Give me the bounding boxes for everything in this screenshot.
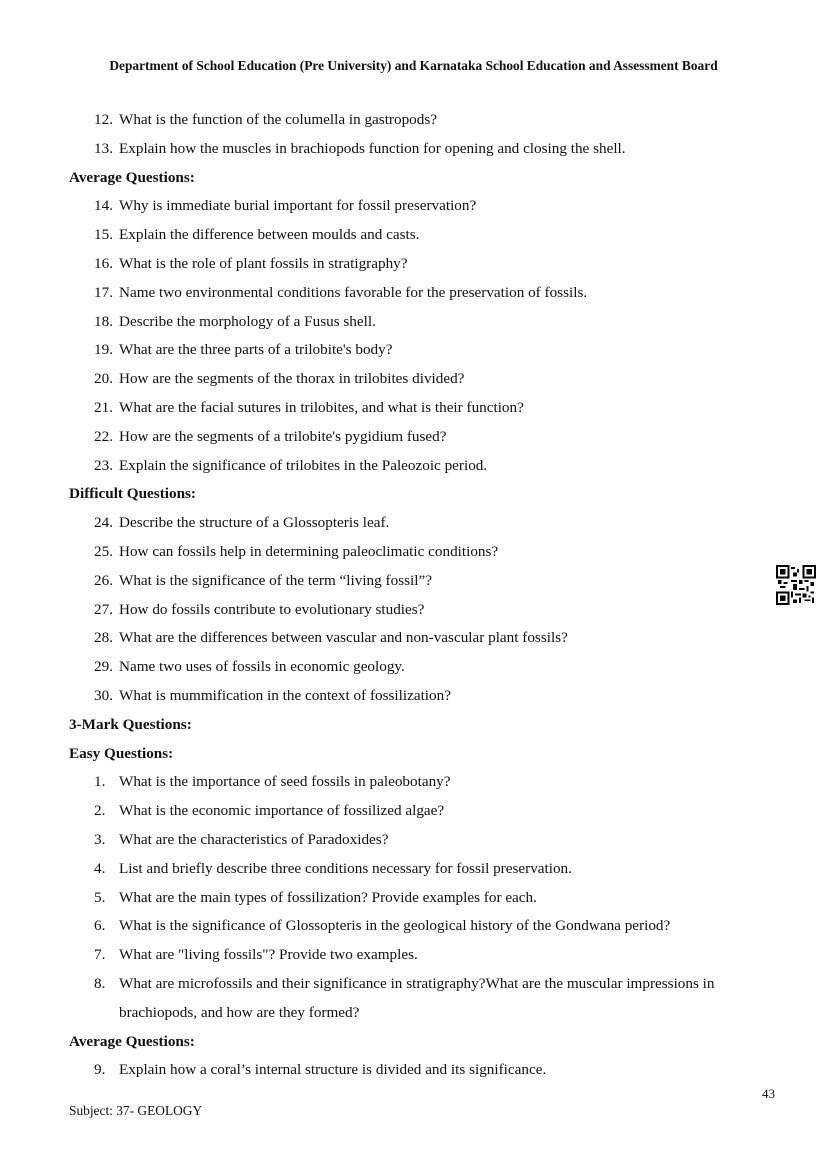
question-number: 7. <box>94 946 106 964</box>
question-text: How can fossils help in determining paleoclimatic conditions? <box>119 542 499 560</box>
question-text: What are "living fossils"? Provide two examples. <box>119 946 418 964</box>
question-7 <box>69 941 789 970</box>
question-text: What is the significance of the term “living fossil”? <box>119 571 432 589</box>
question-number: 15. <box>94 226 113 244</box>
question-text: Why is immediate burial important for fossil preservation? <box>119 197 477 215</box>
question-12 <box>69 106 789 135</box>
question-number: 3. <box>94 830 106 848</box>
question-number: 17. <box>94 283 113 301</box>
question-text: Name two uses of fossils in economic geology. <box>119 658 405 676</box>
question-number: 1. <box>94 773 106 791</box>
section-heading-average-2: Average Questions: <box>69 1032 195 1050</box>
question-text: What are the facial sutures in trilobites, and what is their function? <box>119 398 524 416</box>
question-26 <box>69 567 789 596</box>
question-text: What is the economic importance of fossilized algae? <box>119 802 445 820</box>
question-number: 5. <box>94 888 106 906</box>
section-heading-3-mark: 3-Mark Questions: <box>69 715 192 733</box>
question-number: 20. <box>94 370 113 388</box>
question-text: Describe the structure of a Glossopteris leaf. <box>119 514 390 532</box>
section-heading-easy: Easy Questions: <box>69 744 174 762</box>
question-28 <box>69 624 789 653</box>
section-heading-average: Average Questions: <box>69 168 195 186</box>
question-21 <box>69 394 789 423</box>
question-number: 26. <box>94 571 113 589</box>
question-number: 23. <box>94 456 113 474</box>
question-text: What is the importance of seed fossils in paleobotany? <box>119 773 451 791</box>
question-number: 21. <box>94 398 113 416</box>
question-16 <box>69 250 789 279</box>
question-19 <box>69 336 789 365</box>
question-number: 22. <box>94 427 113 445</box>
question-text: How are the segments of the thorax in trilobites divided? <box>119 370 465 388</box>
question-number: 9. <box>94 1061 106 1079</box>
question-2 <box>69 797 789 826</box>
question-22 <box>69 423 789 452</box>
section-heading-difficult: Difficult Questions: <box>69 485 196 503</box>
question-text: What are microfossils and their significance in stratigraphy?What are the muscular impressions in brachiopods, and how are they formed? <box>119 974 715 1021</box>
question-29 <box>69 653 789 682</box>
question-13 <box>69 135 789 164</box>
question-number: 12. <box>94 111 113 128</box>
question-text: What is the significance of Glossopteris in the geological history of the Gondwana period? <box>119 917 671 935</box>
question-8 <box>69 970 789 1028</box>
question-text: What are the main types of fossilization? Provide examples for each. <box>119 888 537 906</box>
question-number: 16. <box>94 254 113 272</box>
question-text: How are the segments of a trilobite's pygidium fused? <box>119 427 447 445</box>
question-number: 18. <box>94 312 113 330</box>
question-30 <box>69 682 789 711</box>
question-text: What are the three parts of a trilobite's body? <box>119 341 393 359</box>
question-3 <box>69 826 789 855</box>
question-5 <box>69 884 789 913</box>
question-14 <box>69 192 789 221</box>
question-number: 14. <box>94 197 113 215</box>
page-header: Department of School Education (Pre University) and Karnataka School Education and Assessment Board <box>109 58 718 73</box>
question-text: How do fossils contribute to evolutionary studies? <box>119 600 425 618</box>
question-1 <box>69 768 789 797</box>
question-6 <box>69 912 789 941</box>
page-number: 43 <box>762 1086 775 1101</box>
question-number: 13. <box>94 139 113 157</box>
question-number: 6. <box>94 917 106 935</box>
question-text: Name two environmental conditions favorable for the preservation of fossils. <box>119 283 588 301</box>
question-number: 24. <box>94 514 113 532</box>
question-number: 4. <box>94 859 106 877</box>
question-text: What is mummification in the context of fossilization? <box>119 686 451 704</box>
qr-code-icon <box>776 565 816 605</box>
question-text: Explain how a coral’s internal structure is divided and its significance. <box>119 1061 547 1079</box>
question-9 <box>69 1056 789 1085</box>
question-27 <box>69 596 789 625</box>
question-number: 2. <box>94 802 106 820</box>
question-15 <box>69 221 789 250</box>
question-number: 30. <box>94 686 113 704</box>
question-24 <box>69 509 789 538</box>
question-text: Describe the morphology of a Fusus shell. <box>119 312 376 330</box>
question-list <box>69 106 789 1085</box>
question-text: What is the role of plant fossils in stratigraphy? <box>119 254 408 272</box>
question-text: What are the differences between vascular and non-vascular plant fossils? <box>119 629 568 647</box>
question-number: 29. <box>94 658 113 676</box>
question-number: 25. <box>94 542 113 560</box>
question-25 <box>69 538 789 567</box>
subject-footer: Subject: 37- GEOLOGY <box>69 1103 203 1118</box>
question-23 <box>69 452 789 481</box>
question-text: Explain the significance of trilobites in the Paleozoic period. <box>119 456 488 474</box>
question-4 <box>69 855 789 884</box>
question-text: What are the characteristics of Paradoxides? <box>119 830 389 848</box>
question-text: Explain how the muscles in brachiopods function for opening and closing the shell. <box>119 139 626 157</box>
question-number: 19. <box>94 341 113 359</box>
question-number: 8. <box>94 974 106 992</box>
question-text: List and briefly describe three conditions necessary for fossil preservation. <box>119 859 572 877</box>
question-17 <box>69 279 789 308</box>
question-number: 28. <box>94 629 113 647</box>
question-18 <box>69 308 789 337</box>
question-text: What is the function of the columella in gastropods? <box>119 111 438 128</box>
question-number: 27. <box>94 600 113 618</box>
question-text: Explain the difference between moulds and casts. <box>119 226 420 244</box>
question-20 <box>69 365 789 394</box>
